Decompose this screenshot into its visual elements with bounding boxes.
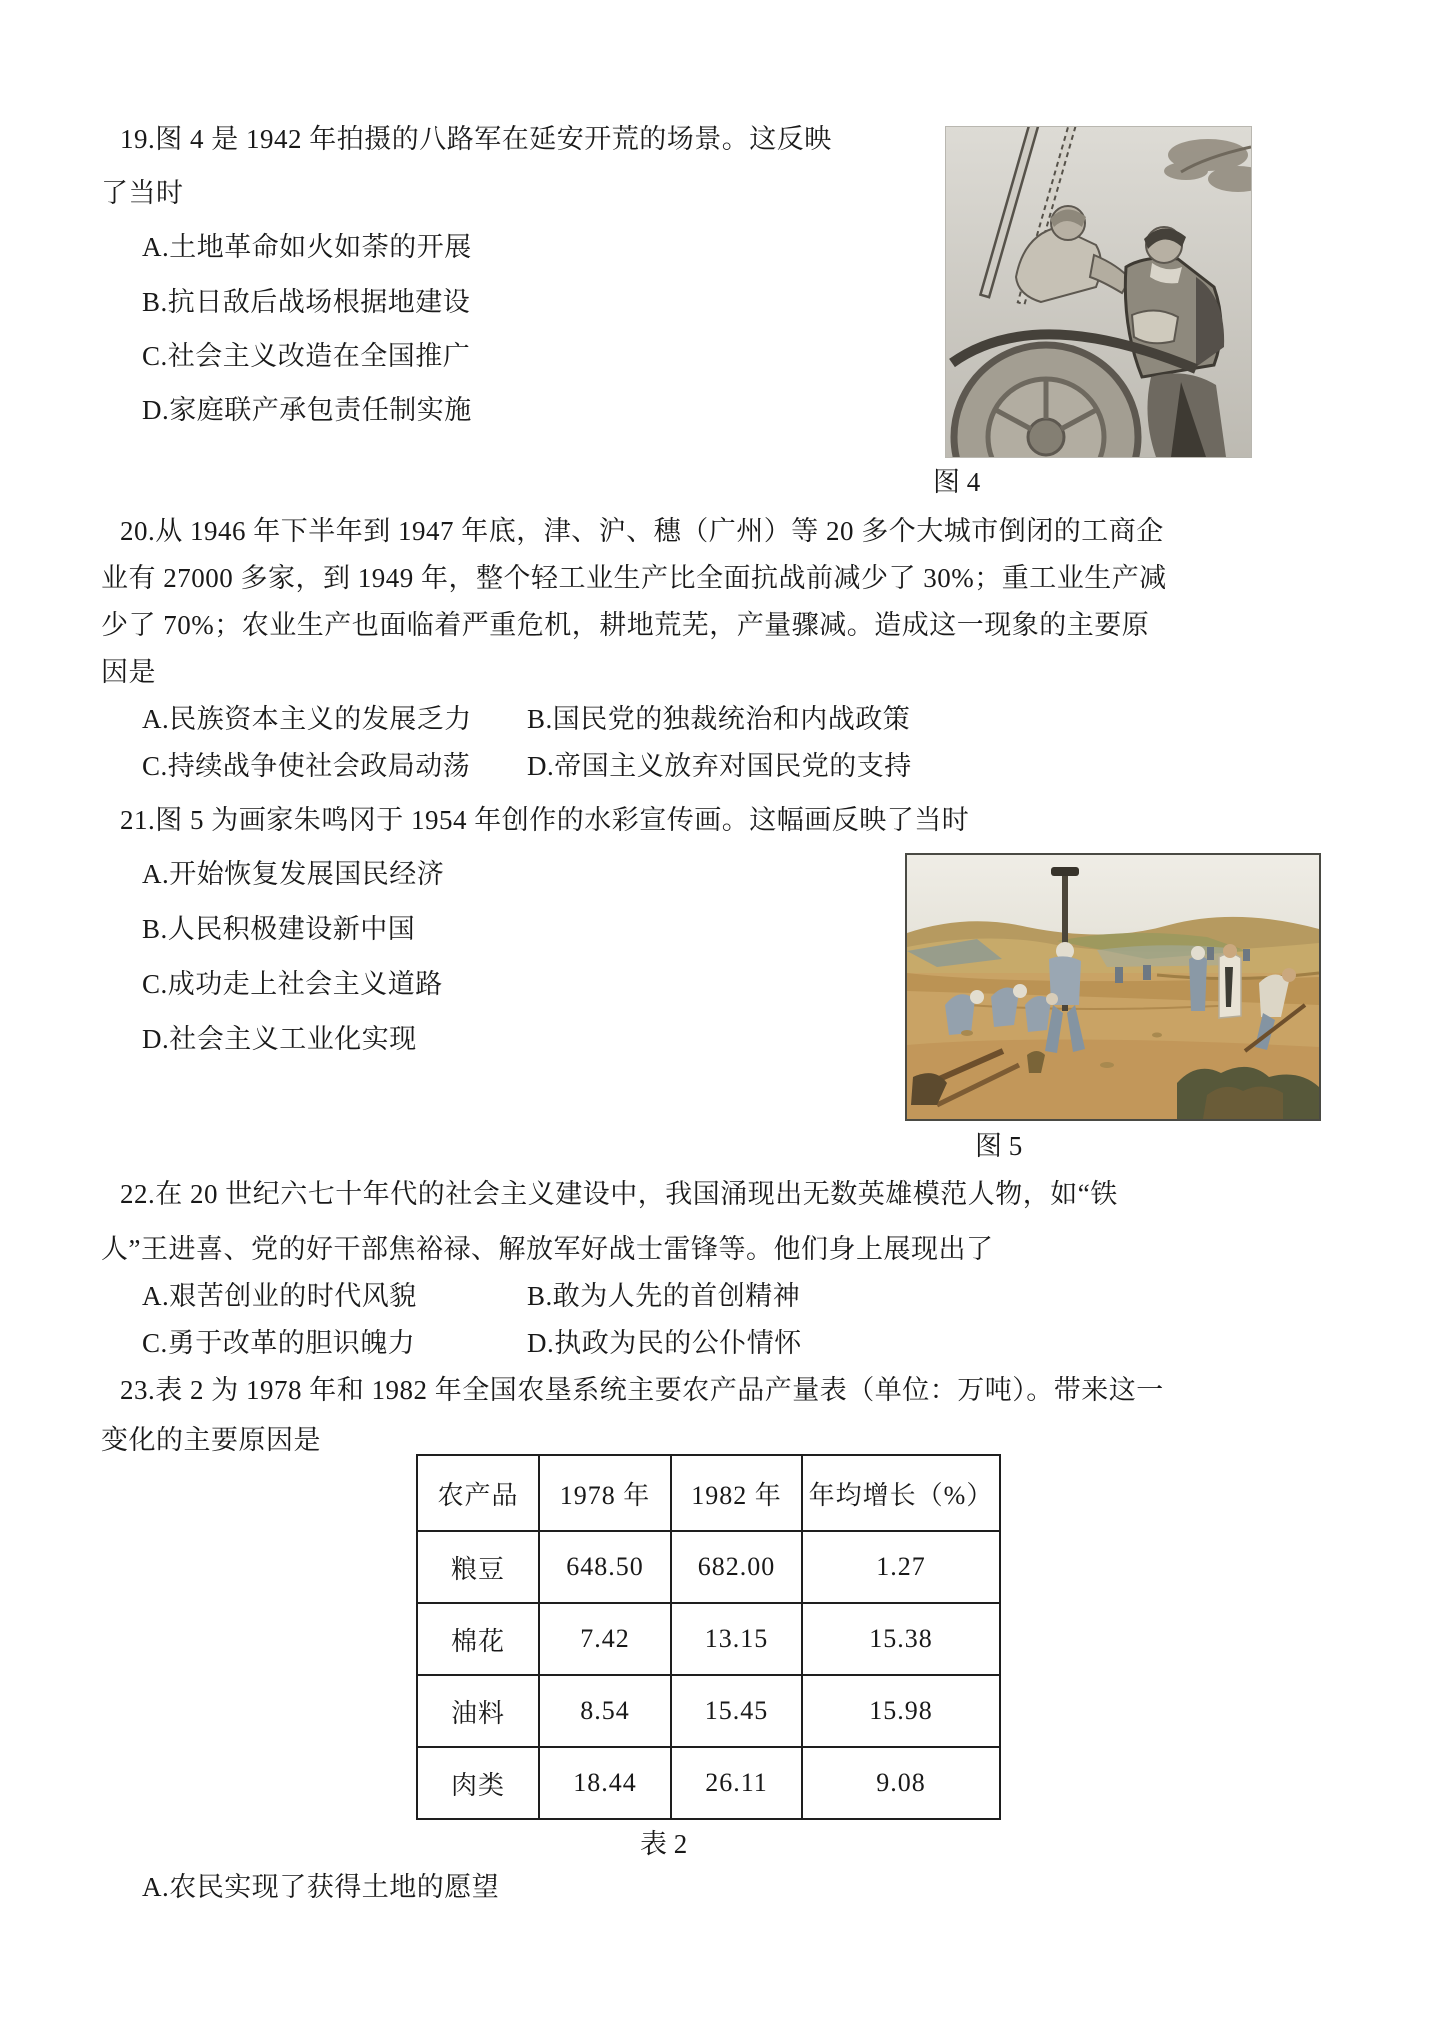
q20-stem-line-3: 少了 70%；农业生产也面临着严重危机，耕地荒芜，产量骤减。造成这一现象的主要原 <box>101 610 1150 640</box>
q21-option-d: D.社会主义工业化实现 <box>142 1024 417 1054</box>
figure4-image <box>945 126 1252 458</box>
q20-stem-line-2: 业有 27000 多家，到 1949 年，整个轻工业生产比全面抗战前减少了 30%；重工业生产减 <box>101 563 1167 593</box>
table-row <box>417 1747 1000 1819</box>
table-cell: 1.27 <box>802 1531 1000 1603</box>
q19-stem-line-1: 19.图 4 是 1942 年拍摄的八路军在延安开荒的场景。这反映 <box>120 124 832 154</box>
q22-option-d: D.执政为民的公仆情怀 <box>527 1328 802 1358</box>
q19-option-d: D.家庭联产承包责任制实施 <box>142 395 472 425</box>
q22-option-b: B.敢为人先的首创精神 <box>527 1281 801 1311</box>
table-cell: 粮豆 <box>417 1531 539 1603</box>
table-header-cell: 1982 年 <box>671 1455 802 1531</box>
q23-option-a: A.农民实现了获得土地的愿望 <box>142 1872 500 1902</box>
table2-caption: 表 2 <box>640 1829 688 1859</box>
q23-stem-line-1: 23.表 2 为 1978 年和 1982 年全国农垦系统主要农产品产量表（单位：万吨）。带来这一 <box>120 1375 1164 1405</box>
q20-stem-line-1: 20.从 1946 年下半年到 1947 年底，津、沪、穗（广州）等 20 多个大城市倒闭的工商企 <box>120 516 1164 546</box>
table-row <box>417 1603 1000 1675</box>
table-cell: 肉类 <box>417 1747 539 1819</box>
q22-stem-line-1: 22.在 20 世纪六七十年代的社会主义建设中，我国涌现出无数英雄模范人物，如“铁 <box>120 1179 1118 1209</box>
table-cell: 648.50 <box>539 1531 671 1603</box>
table-cell: 7.42 <box>539 1603 671 1675</box>
figure5-image <box>905 853 1321 1121</box>
q21-option-c: C.成功走上社会主义道路 <box>142 969 443 999</box>
table-header-cell: 1978 年 <box>539 1455 671 1531</box>
q19-option-a: A.土地革命如火如荼的开展 <box>142 232 472 262</box>
table-cell: 18.44 <box>539 1747 671 1819</box>
table-cell: 15.38 <box>802 1603 1000 1675</box>
q21-stem-line-1: 21.图 5 为画家朱鸣冈于 1954 年创作的水彩宣传画。这幅画反映了当时 <box>120 805 970 835</box>
q19-stem-line-2: 了当时 <box>101 178 184 208</box>
table-cell: 13.15 <box>671 1603 802 1675</box>
q20-option-c: C.持续战争使社会政局动荡 <box>142 751 471 781</box>
q21-option-b: B.人民积极建设新中国 <box>142 914 416 944</box>
q20-stem-line-4: 因是 <box>101 657 156 687</box>
table-cell: 682.00 <box>671 1531 802 1603</box>
table-cell: 8.54 <box>539 1675 671 1747</box>
table-cell: 15.45 <box>671 1675 802 1747</box>
figure4-caption: 图 4 <box>933 467 981 497</box>
q23-stem-line-2: 变化的主要原因是 <box>101 1425 321 1455</box>
q20-option-b: B.国民党的独裁统治和内战政策 <box>527 704 911 734</box>
q19-option-b: B.抗日敌后战场根据地建设 <box>142 287 471 317</box>
q21-option-a: A.开始恢复发展国民经济 <box>142 859 445 889</box>
q22-option-c: C.勇于改革的胆识魄力 <box>142 1328 416 1358</box>
table-row <box>417 1531 1000 1603</box>
table-row <box>417 1675 1000 1747</box>
figure5-caption: 图 5 <box>975 1131 1023 1161</box>
q20-option-d: D.帝国主义放弃对国民党的支持 <box>527 751 912 781</box>
table-cell: 油料 <box>417 1675 539 1747</box>
table-header-cell: 农产品 <box>417 1455 539 1531</box>
table-cell: 棉花 <box>417 1603 539 1675</box>
table-header-cell: 年均增长（%） <box>802 1455 1000 1531</box>
q23-data-table <box>416 1454 1001 1820</box>
q22-stem-line-2: 人”王进喜、党的好干部焦裕禄、解放军好战士雷锋等。他们身上展现出了 <box>101 1234 994 1264</box>
q20-option-a: A.民族资本主义的发展乏力 <box>142 704 472 734</box>
table-cell: 26.11 <box>671 1747 802 1819</box>
table-cell: 9.08 <box>802 1747 1000 1819</box>
q22-option-a: A.艰苦创业的时代风貌 <box>142 1281 417 1311</box>
table-cell: 15.98 <box>802 1675 1000 1747</box>
table-header-row <box>417 1455 1000 1531</box>
q19-option-c: C.社会主义改造在全国推广 <box>142 341 471 371</box>
